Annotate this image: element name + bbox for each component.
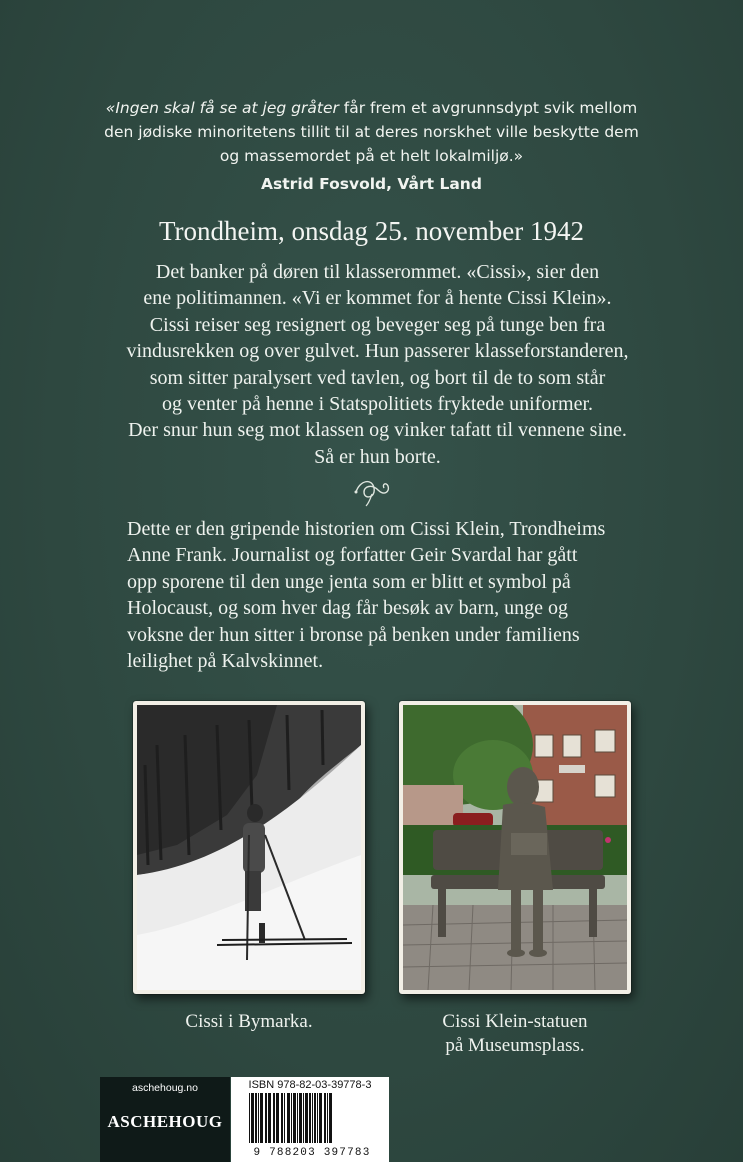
barcode-bar bbox=[314, 1093, 316, 1143]
story-line: som sitter paralysert ved tavlen, og bort til de to som står bbox=[149, 366, 606, 389]
story-headline: Trondheim, onsdag 25. november 1942 bbox=[159, 216, 584, 246]
isbn-barcode bbox=[231, 1077, 389, 1162]
story-line: ene politimannen. «Vi er kommet for å hente Cissi Klein». bbox=[143, 287, 612, 310]
blurb-line: Holocaust, og som hver dag får besøk av barn, unge og bbox=[127, 597, 568, 620]
blurb-line: leilighet på Kalvskinnet. bbox=[127, 650, 324, 673]
barcode-bar bbox=[291, 1093, 292, 1143]
barcode-bar bbox=[255, 1093, 257, 1143]
publisher-logo: ASCHEHOUG bbox=[107, 1112, 223, 1131]
barcode-bar bbox=[293, 1093, 296, 1143]
story-line: vindusrekken og over gulvet. Hun passerer klasseforstanderen, bbox=[126, 340, 629, 363]
ski-photo-image bbox=[137, 705, 361, 990]
story-excerpt bbox=[96, 259, 659, 470]
barcode-bar bbox=[258, 1093, 259, 1143]
story-line: Så er hun borte. bbox=[314, 445, 441, 468]
caption-line: Cissi Klein-statuen bbox=[442, 1011, 588, 1032]
blurb-line: voksne der hun sitter i bronse på benken under familiens bbox=[127, 623, 580, 646]
caption-photo-skiing: Cissi i Bymarka. bbox=[185, 1011, 313, 1032]
review-quote bbox=[100, 96, 643, 196]
barcode-bar bbox=[273, 1093, 275, 1143]
story-line: Det banker på døren til klasserommet. «Cissi», sier den bbox=[155, 261, 600, 283]
flourish-ornament-icon bbox=[342, 470, 402, 510]
statue-photo-image bbox=[403, 705, 627, 990]
barcode-bar bbox=[268, 1093, 271, 1143]
quote-title: «Ingen skal få se at jeg gråter bbox=[105, 99, 339, 117]
barcode-bar bbox=[299, 1093, 302, 1143]
story-line: Der snur hun seg mot klassen og vinker tafatt til vennene sine. bbox=[128, 419, 627, 442]
barcode-bar bbox=[251, 1093, 254, 1143]
barcode-bar bbox=[260, 1093, 263, 1143]
photo-cissi-statue bbox=[399, 701, 631, 994]
story-line: og venter på henne i Statspolitiets fryktede uniformer. bbox=[162, 393, 593, 416]
barcode-bar bbox=[287, 1093, 290, 1143]
barcode-bar bbox=[297, 1093, 298, 1143]
blurb-line: opp sporene til den unge jenta som er blitt et symbol på bbox=[127, 570, 571, 593]
barcode-bar bbox=[312, 1093, 313, 1143]
barcode-bar bbox=[303, 1093, 304, 1143]
barcode-bar bbox=[324, 1093, 326, 1143]
blurb-line: Dette er den gripende historien om Cissi Klein, Trondheims bbox=[127, 518, 606, 540]
story-line: Cissi reiser seg resignert og beveger seg på tunge ben fra bbox=[149, 313, 606, 336]
barcode-bar bbox=[305, 1093, 308, 1143]
barcode-bar bbox=[284, 1093, 285, 1143]
barcode-bar bbox=[249, 1093, 250, 1143]
publisher-block bbox=[100, 1077, 230, 1162]
quote-author: Astrid Fosvold, Vårt Land bbox=[261, 175, 482, 193]
isbn-label: ISBN 978-82-03-39778-3 bbox=[248, 1079, 372, 1091]
caption-photo-statue bbox=[399, 1010, 631, 1058]
barcode-bar bbox=[327, 1093, 328, 1143]
barcode-bar bbox=[319, 1093, 322, 1143]
quote-text: får frem et avgrunnsdypt svik mellom den jødiske minoritetens tillit til at deres norskhet ville beskytte dem og massemordet på et helt lokalmiljø.» bbox=[104, 99, 639, 165]
barcode-bar bbox=[281, 1093, 283, 1143]
book-blurb bbox=[127, 516, 647, 674]
barcode-bars bbox=[249, 1093, 381, 1147]
publisher-url: aschehoug.no bbox=[132, 1082, 198, 1094]
barcode-bar bbox=[309, 1093, 311, 1143]
barcode-bar bbox=[265, 1093, 267, 1143]
barcode-bar bbox=[329, 1093, 332, 1143]
photo-cissi-skiing bbox=[133, 701, 365, 994]
barcode-bar bbox=[276, 1093, 279, 1143]
barcode-bar bbox=[317, 1093, 318, 1143]
barcode-number: 9 788203 397783 bbox=[253, 1147, 371, 1159]
caption-line: på Museumsplass. bbox=[445, 1035, 585, 1056]
blurb-line: Anne Frank. Journalist og forfatter Geir Svardal har gått bbox=[127, 544, 578, 567]
